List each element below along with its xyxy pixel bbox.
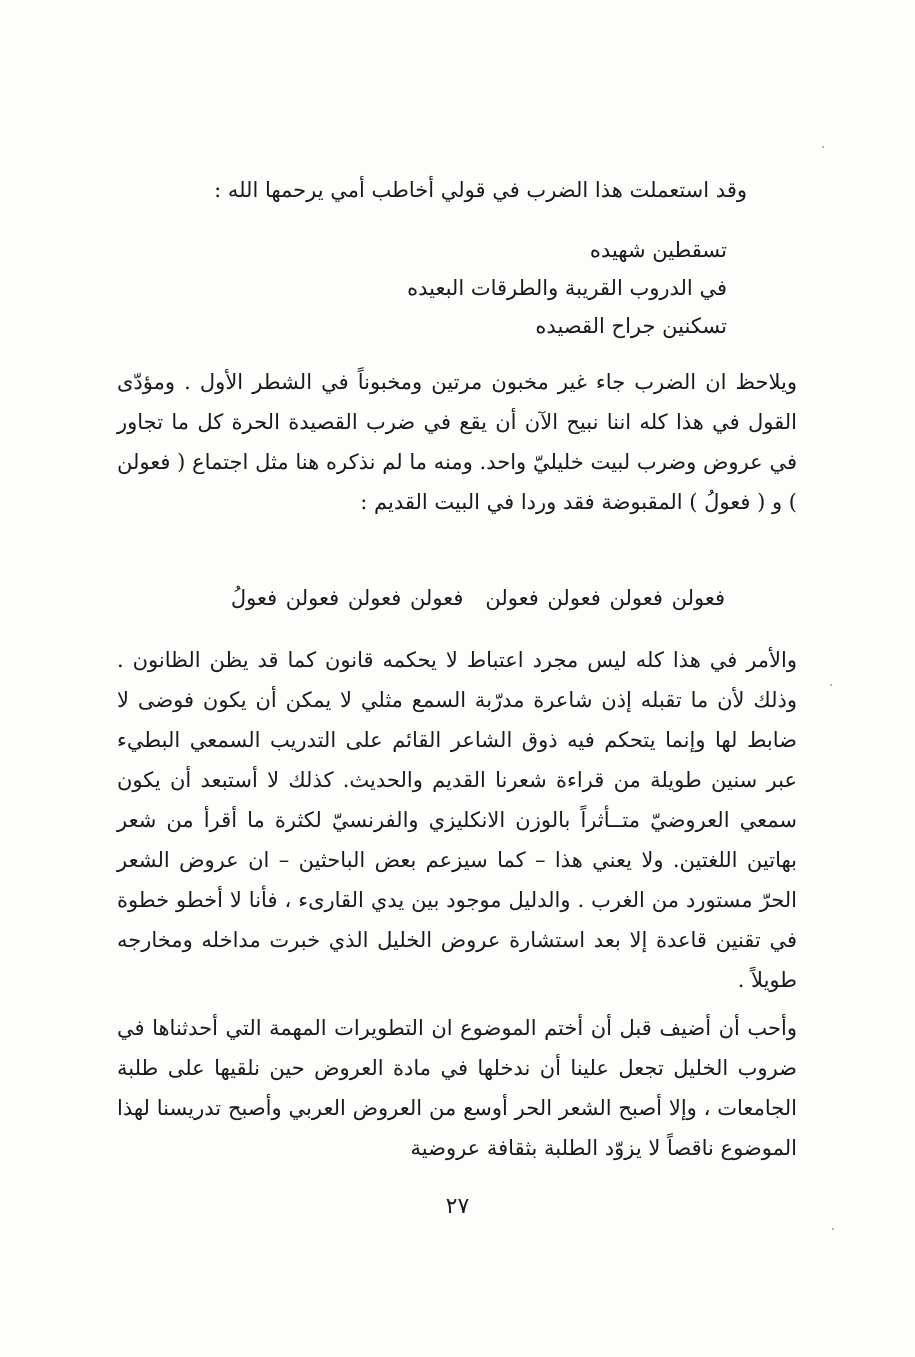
paper-speck [832,1228,834,1230]
paragraph-3: وأحب أن أضيف قبل أن أختم الموضوع ان التطويرات المهمة التي أحدثناها في ضروب الخليل تجعل علينا أن ندخلها في مادة العروض حين نلقيها على طلبة الجامعات ، وإلا أصبح الشعر الحر أوسع من العروض العربي وأصبح تدريسنا لهذا الموضوع ناقصاً لا يزوّد الطلبة بثقافة عروضية [117,1016,797,1160]
verse-line-2: في الدروب القريبة والطرقات البعيده [407,276,727,300]
paper-speck [822,146,824,148]
meter-second-half: فعولن فعولن فعولن فعولُ [230,586,464,610]
meter-first-half: فعولن فعولن فعولن فعولن [485,586,725,610]
paragraph-1: ويلاحظ ان الضرب جاء غير مخبون مرتين ومخبوناً في الشطر الأول . ومؤدّى القول في هذا كله اننا نبيح الآن أن يقع في ضرب القصيدة الحرة كل ما تجاور في عروض وضرب لبيت خليليّ واحد. ومنه ما لم نذكره هنا مثل اجتماع ( فعولن ) و ( فعولُ ) المقبوضة فقد وردا في البيت القديم : [117,370,797,514]
paper-speck [830,684,832,686]
meter-line [231,578,725,618]
intro-line: وقد استعملت هذا الضرب في قولي أخاطب أمي يرحمها الله : [214,178,747,202]
page-number: ٢٧ [445,1194,470,1219]
verse-line-1: تسقطين شهيده [589,238,727,262]
verse-line-3: تسكنين جراح القصيده [535,314,727,338]
paragraph-2: والأمر في هذا كله ليس مجرد اعتباط لا يحكمه قانون كما قد يظن الظانون . وذلك لأن ما تقبله إذن شاعرة مدرّبة السمع مثلي لا يمكن أن يكون فوضى لا ضابط لها وإنما يتحكم فيه ذوق الشاعر القائم على التدريب السمعي البطيء عبر سنين طويلة من قراءة شعرنا القديم والحديث. كذلك لا أستبعد أن يكون سمعي العروضيّ متــأثراً بالوزن الانكليزي والفرنسيّ لكثرة ما أقرأ من شعر بهاتين اللغتين. ولا يعني هذا – كما سيزعم بعض الباحثين – ان عروض الشعر الحرّ مستورد من الغرب . والدليل موجود بين يدي القارىء ، فأنا لا أخطو خطوة في تقنين قاعدة إلا بعد استشارة عروض الخليل الذي خبرت مداخله ومخارجه طويلاً . [117,648,797,992]
